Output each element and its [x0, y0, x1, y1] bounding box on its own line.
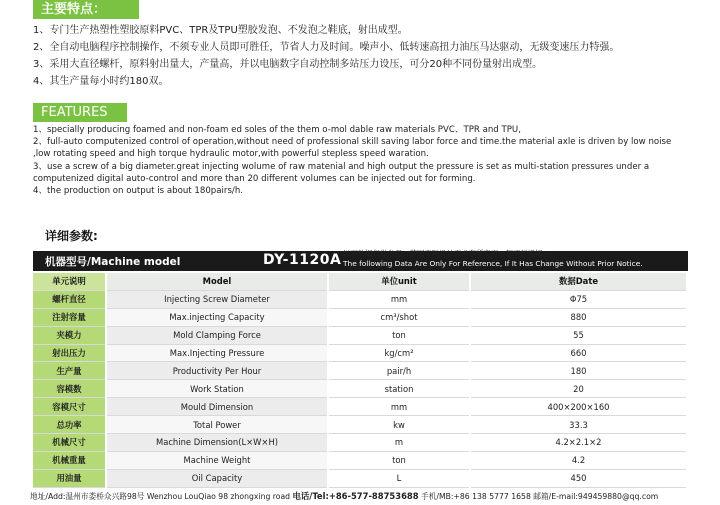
list-item: 2、全自动电脑程序控制操作，不须专业人员即可胜任，节省人力及时间。噪声小、低转速高扭力油压马达驱动，无级变速压力特强。 [33, 42, 620, 53]
table-cell: m [328, 434, 470, 452]
list-item: 3、use a screw of a big diameter.great injecting wolume of raw matenial and high output the pressure is set as multi-station pressures under a computenized digital auto-control and more than 20 different volumes can be injected out for forming. [33, 161, 650, 184]
table-cell: 生产量 [33, 362, 106, 380]
table-cell: cm³/shot [328, 308, 470, 326]
notice-en: The following Data Are Only For Reference, If It Has Change Without Prior Notice. [343, 259, 643, 268]
table-cell: mm [328, 290, 470, 308]
footer-mobile: 手机/MB:+86 138 5777 1658 邮箱/E-mail:949459880@qq.com [421, 492, 659, 501]
table-cell: ton [328, 451, 470, 469]
table-row [33, 362, 687, 380]
table-row [33, 398, 687, 416]
table-row [33, 451, 687, 469]
table-cell: 射出压力 [33, 344, 106, 362]
spec-table-body [33, 290, 687, 487]
table-cell: 400×200×160 [470, 398, 687, 416]
table-cell: Max.injecting Capacity [106, 308, 328, 326]
header-cell: 单元说明 [33, 273, 106, 290]
table-cell: 4.2 [470, 451, 687, 469]
table-cell: Total Power [106, 416, 328, 434]
table-cell: 夹模力 [33, 326, 106, 344]
table-cell: 20 [470, 380, 687, 398]
table-cell: Mold Clamping Force [106, 326, 328, 344]
footer-address: 地址/Add:温州市娄桥众兴路98号 Wenzhou LouQiao 98 zhongxing road [30, 492, 291, 501]
table-cell: 机械重量 [33, 451, 106, 469]
table-cell: 用油量 [33, 469, 106, 487]
table-cell: mm [328, 398, 470, 416]
table-cell: Φ75 [470, 290, 687, 308]
table-cell: Oil Capacity [106, 469, 328, 487]
model-label: 机器型号/Machine model [45, 256, 181, 268]
table-cell: 4.2×2.1×2 [470, 434, 687, 452]
spec-table [33, 273, 688, 488]
table-cell: 总功率 [33, 416, 106, 434]
table-cell: 机械尺寸 [33, 434, 106, 452]
table-cell: L [328, 469, 470, 487]
list-item: 4、the production on output is about 180pairs/h. [33, 186, 244, 197]
table-row [33, 290, 687, 308]
list-item: 4、其生产量每小时约180双。 [33, 76, 169, 87]
features-en-title: FEATURES [33, 103, 127, 122]
table-cell: Productivity Per Hour [106, 362, 328, 380]
footer [30, 490, 720, 502]
table-header-row [33, 273, 687, 290]
table-row [33, 469, 687, 487]
header-cell: 单位unit [328, 273, 470, 290]
model-value: DY-1120A [263, 252, 342, 268]
notice [343, 249, 688, 269]
table-cell: 55 [470, 326, 687, 344]
table-cell: 33.3 [470, 416, 687, 434]
table-row [33, 416, 687, 434]
notice-cn: 以下数据仅供参考，若因实际设计需求有所变更，恕不行通知。 [343, 249, 550, 258]
table-cell: 880 [470, 308, 687, 326]
table-row [33, 308, 687, 326]
table-cell: kw [328, 416, 470, 434]
table-cell: 180 [470, 362, 687, 380]
table-cell: Max.Injecting Pressure [106, 344, 328, 362]
features-cn-title: 主要特点： [33, 0, 139, 19]
table-row [33, 344, 687, 362]
list-item: 3、采用大直径螺杆，原料射出量大，产量高，并以电脑数字自动控制多站压力设压，可分20种不同份量射出成型。 [33, 59, 543, 70]
table-row [33, 380, 687, 398]
table-cell: 450 [470, 469, 687, 487]
table-row [33, 326, 687, 344]
features-cn-list [33, 22, 713, 90]
table-cell: 容模尺寸 [33, 398, 106, 416]
table-cell: Machine Weight [106, 451, 328, 469]
features-en-list [33, 124, 683, 197]
table-row [33, 434, 687, 452]
table-cell: 660 [470, 344, 687, 362]
table-cell: Machine Dimension(L×W×H) [106, 434, 328, 452]
table-cell: 螺杆直径 [33, 290, 106, 308]
header-cell: Model [106, 273, 328, 290]
table-cell: Injecting Screw Diameter [106, 290, 328, 308]
details-title: 详细参数: [45, 229, 98, 243]
table-cell: kg/cm² [328, 344, 470, 362]
table-cell: pair/h [328, 362, 470, 380]
table-cell: Work Station [106, 380, 328, 398]
table-cell: 注射容量 [33, 308, 106, 326]
list-item: 2、full-auto computenized control of operation,without need of professional skill saving labor force and time.the material axle is driven by low noise ,low rotating speed and high torque hydraulic motor,with powerful stepless speed waration. [33, 137, 672, 160]
table-cell: Mould Dimension [106, 398, 328, 416]
list-item: 1、专门生产热塑性塑胶原料PVC、TPR及TPU塑胶发泡、不发泡之鞋底，射出成型。 [33, 25, 408, 36]
table-cell: 容模数 [33, 380, 106, 398]
table-cell: station [328, 380, 470, 398]
table-cell: ton [328, 326, 470, 344]
header-cell: 数据Date [470, 273, 687, 290]
list-item: 1、specially producing foamed and non-foam ed soles of the them o-mol dable raw materials PVC、TPR and TPU, [33, 125, 521, 135]
footer-tel: 电话/Tel:+86-577-88753688 [292, 491, 419, 501]
